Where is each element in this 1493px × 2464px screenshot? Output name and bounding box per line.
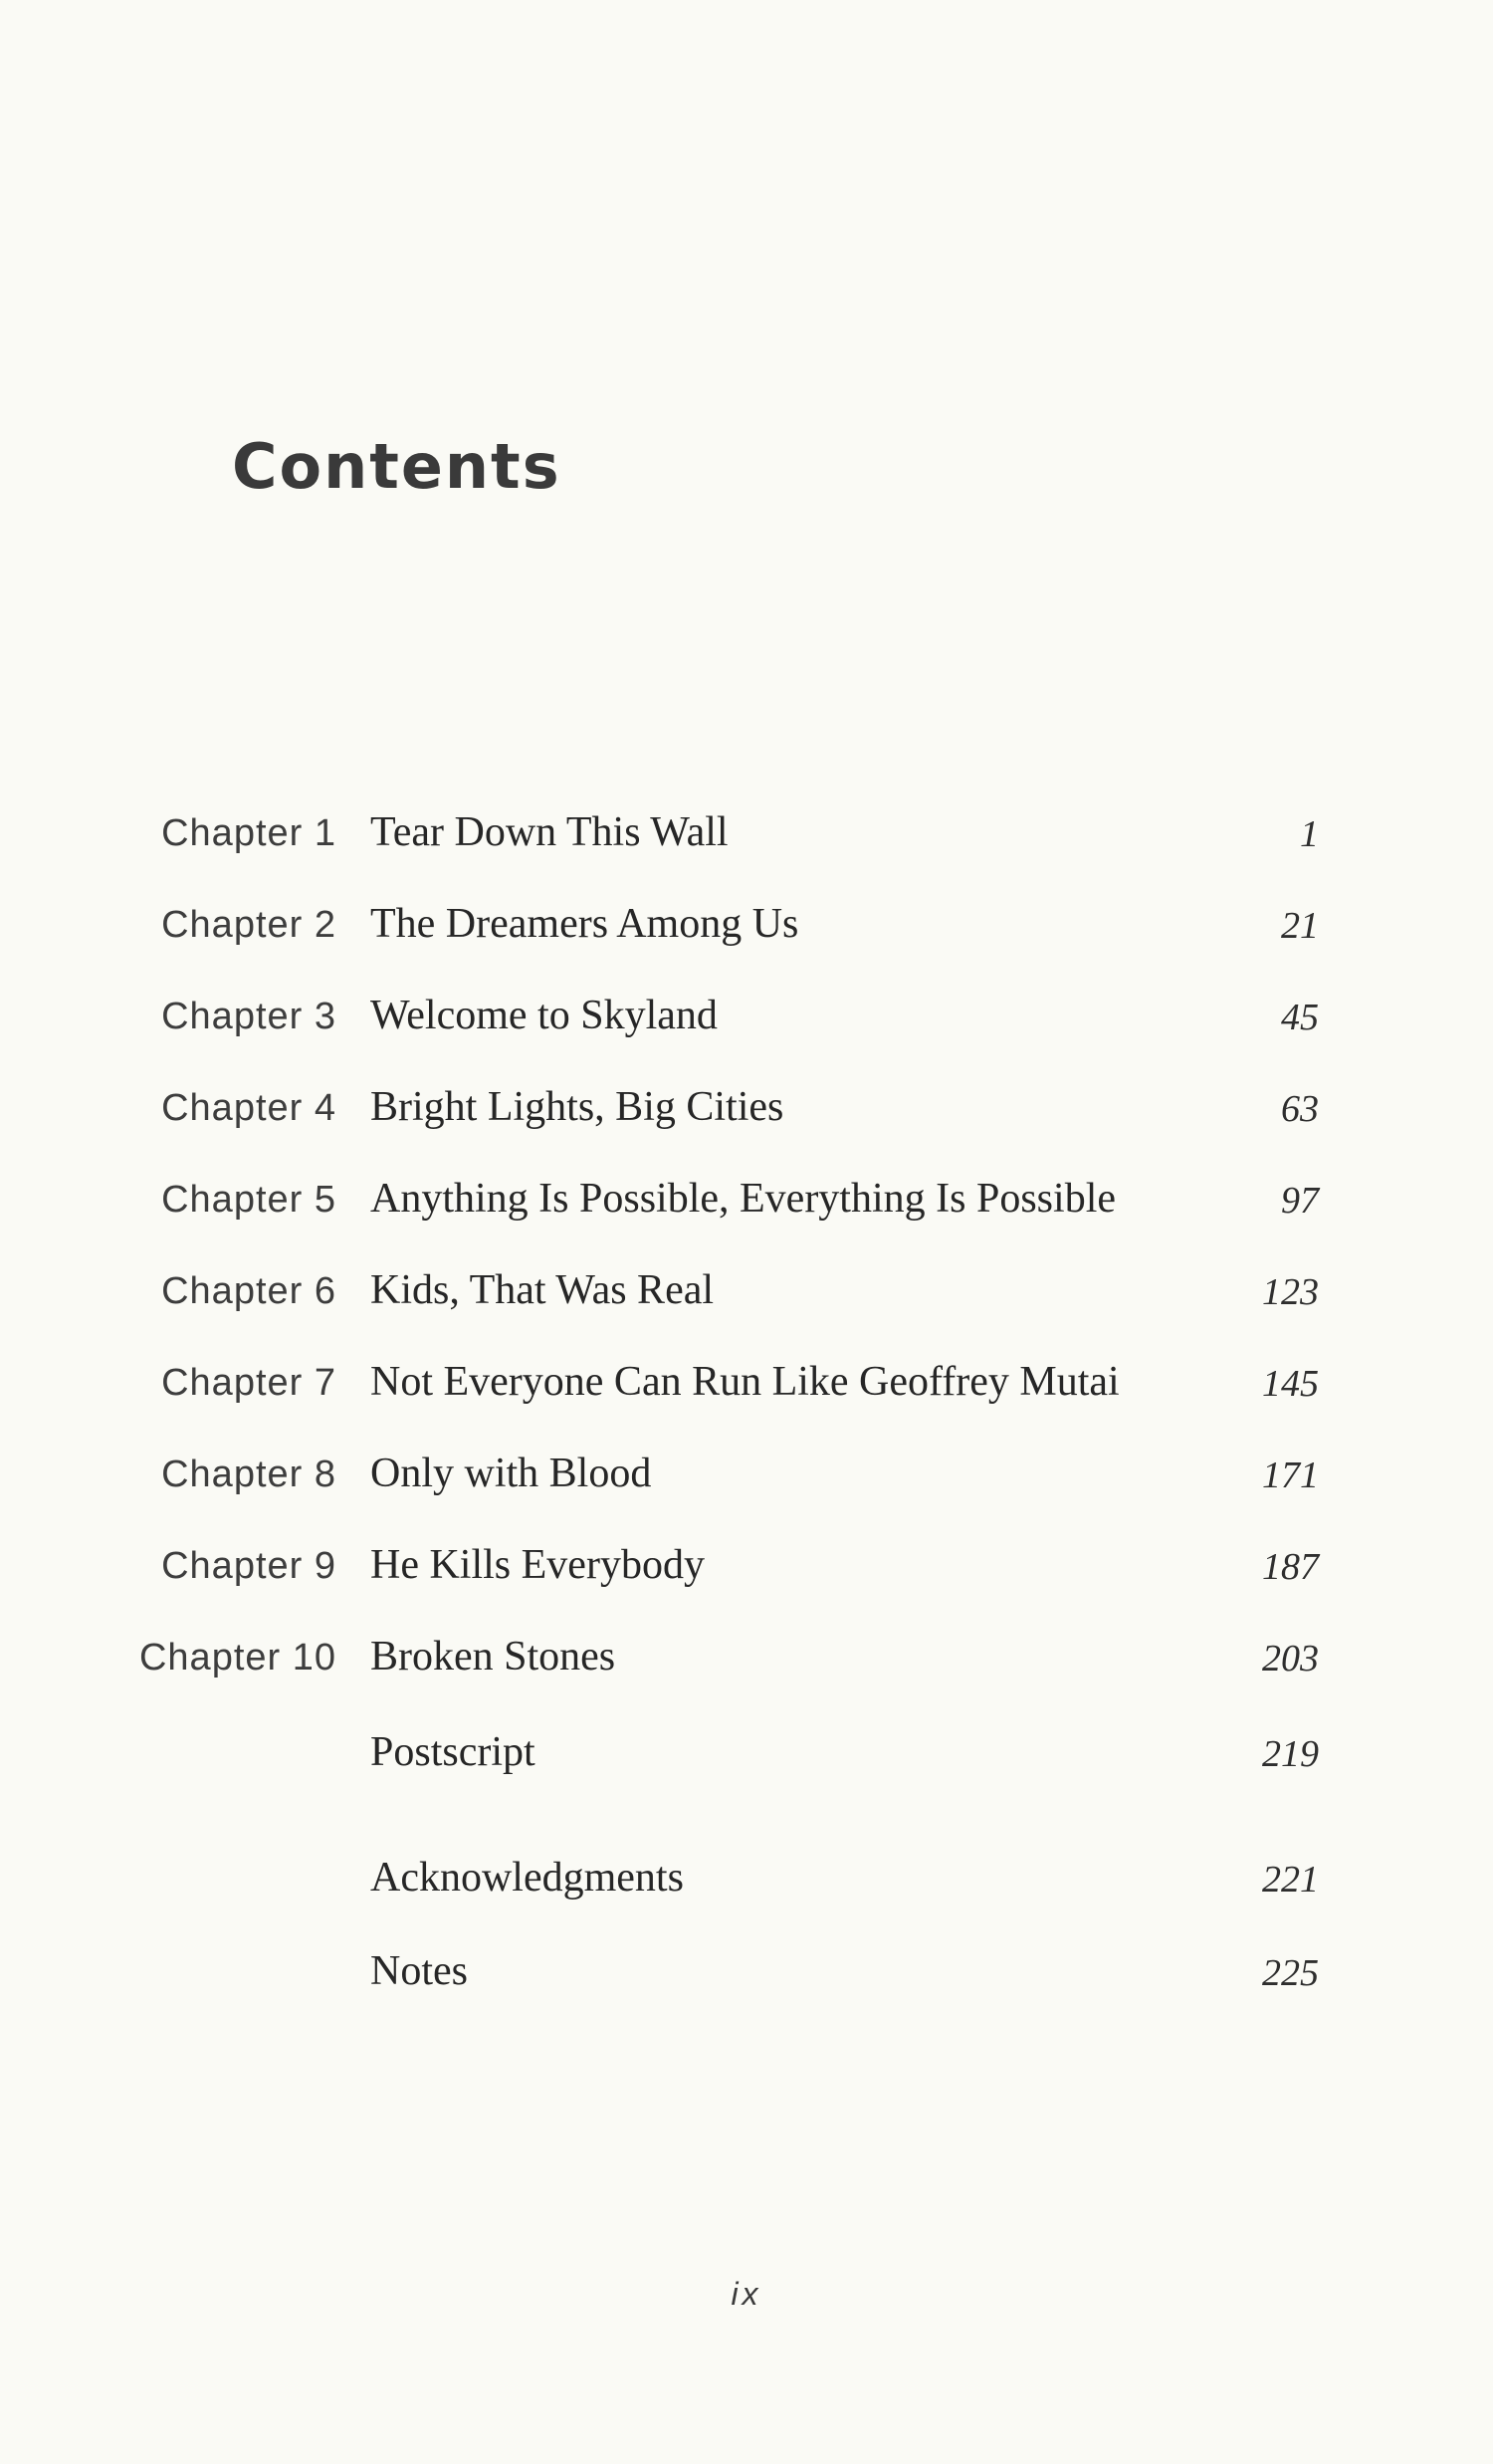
chapter-title: Acknowledgments (370, 1855, 684, 1901)
toc-entry-chapter-4 (0, 1075, 1493, 1145)
chapter-title: Anything Is Possible, Everything Is Possible (370, 1176, 1117, 1222)
page-number: 187 (1262, 1546, 1319, 1588)
page-number: 225 (1262, 1952, 1319, 1994)
toc-entry-chapter-10 (0, 1625, 1493, 1694)
chapter-title: Notes (370, 1948, 468, 1994)
chapter-title: Bright Lights, Big Cities (370, 1084, 784, 1130)
page-number: 21 (1281, 905, 1319, 947)
chapter-title: Kids, That Was Real (370, 1267, 715, 1313)
page-title: Contents (232, 430, 561, 503)
toc-entry-notes (0, 1939, 1493, 2009)
toc-entry-chapter-3 (0, 984, 1493, 1053)
chapter-label: Chapter 9 (161, 1545, 336, 1587)
chapter-title: The Dreamers Among Us (370, 901, 799, 947)
toc-entry-chapter-1 (0, 800, 1493, 870)
chapter-label: Chapter 3 (161, 996, 336, 1037)
chapter-title: Only with Blood (370, 1451, 652, 1496)
chapter-label: Chapter 4 (161, 1087, 336, 1129)
toc-entry-chapter-9 (0, 1533, 1493, 1603)
page-folio: ix (731, 2276, 762, 2312)
chapter-title: Postscript (370, 1729, 535, 1775)
page-number: 171 (1262, 1455, 1319, 1496)
chapter-label: Chapter 8 (161, 1454, 336, 1495)
chapter-label: Chapter 10 (138, 1637, 336, 1679)
page-number: 221 (1262, 1859, 1319, 1901)
toc-entry-chapter-6 (0, 1258, 1493, 1328)
chapter-title: Tear Down This Wall (370, 809, 729, 855)
toc-entry-chapter-5 (0, 1167, 1493, 1236)
page-number: 45 (1281, 997, 1319, 1038)
chapter-label: Chapter 6 (161, 1270, 336, 1312)
chapter-label: Chapter 5 (161, 1179, 336, 1221)
page-number: 123 (1262, 1271, 1319, 1313)
chapter-label: Chapter 2 (161, 904, 336, 946)
page-number: 219 (1262, 1733, 1319, 1775)
toc-entry-postscript (0, 1720, 1493, 1790)
page-number: 1 (1300, 813, 1319, 855)
chapter-label: Chapter 7 (161, 1362, 336, 1404)
toc-entry-chapter-2 (0, 892, 1493, 962)
chapter-label: Chapter 1 (161, 812, 336, 854)
toc-entry-acknowledgments (0, 1846, 1493, 1915)
toc-entry-chapter-8 (0, 1442, 1493, 1511)
page-number: 203 (1262, 1638, 1319, 1680)
chapter-title: Welcome to Skyland (370, 993, 718, 1038)
page-number: 145 (1262, 1363, 1319, 1405)
chapter-title: He Kills Everybody (370, 1542, 705, 1588)
chapter-title: Broken Stones (370, 1634, 616, 1680)
chapter-title: Not Everyone Can Run Like Geoffrey Mutai (370, 1359, 1120, 1405)
page-number: 63 (1281, 1088, 1319, 1130)
toc-entry-chapter-7 (0, 1350, 1493, 1420)
page-number: 97 (1281, 1180, 1319, 1222)
